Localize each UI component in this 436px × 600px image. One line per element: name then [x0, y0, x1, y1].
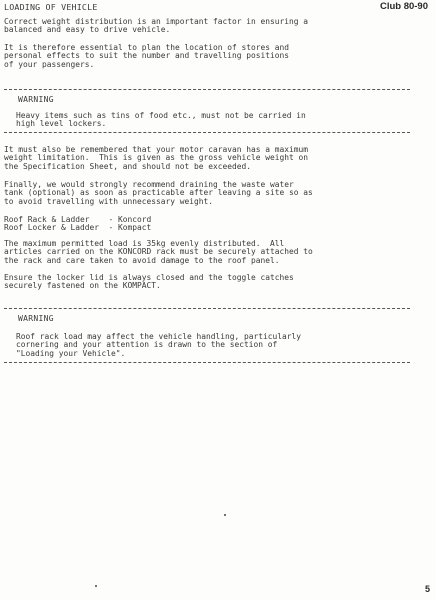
warning-text — [16, 333, 412, 358]
text-line: The maximum permitted load is 35kg evenly distributed. All — [4, 240, 285, 248]
text-line: It is therefore essential to plan the location of stores and — [4, 44, 290, 52]
scan-speck — [95, 585, 97, 587]
list-item: Roof Locker & Ladder - Kompact — [4, 224, 152, 233]
intro-paragraph-1 — [4, 18, 414, 35]
text-line: high level lockers. — [16, 120, 107, 129]
fittings-list — [4, 216, 414, 233]
text-line: to avoid travelling with unnecessary weight. — [4, 197, 214, 206]
dashed-divider — [4, 362, 410, 363]
body-paragraph-2 — [4, 181, 414, 206]
text-line: It must also be remembered that your motor caravan has a maximum — [4, 146, 309, 154]
list-item: Roof Rack & Ladder - Koncord — [4, 216, 152, 224]
dashed-divider — [4, 308, 410, 309]
body-paragraph-1 — [4, 146, 414, 171]
text-line: securely fastened on the KOMPACT. — [4, 282, 161, 291]
text-line: balanced and easy to drive vehicle. — [4, 26, 171, 35]
dashed-divider — [4, 132, 410, 133]
text-line: weight limitation. This is given as the gross vehicle weight on — [4, 154, 309, 163]
scan-speck — [224, 514, 226, 516]
page-number: 5 — [424, 584, 430, 594]
text-line: the rack and care taken to avoid damage to the roof panel. — [4, 256, 280, 265]
text-line: "Loading your Vehicle". — [16, 349, 126, 358]
text-line: Roof rack load may affect the vehicle handling, particularly — [16, 333, 302, 341]
text-line: the Specification Sheet, and should not be exceeded. — [4, 162, 252, 171]
text-line: tank (optional) as soon as practicable after leaving a site so as — [4, 189, 313, 198]
text-line: cornering and your attention is drawn to the section of — [16, 341, 278, 350]
intro-paragraph-2 — [4, 44, 414, 69]
club-label: Club 80-90 — [379, 1, 428, 12]
body-paragraph-3 — [4, 240, 414, 265]
text-line: articles carried on the KONCORD rack must be securely attached to — [4, 248, 313, 257]
text-line: of your passengers. — [4, 60, 95, 69]
warning-text — [16, 112, 412, 129]
dashed-divider — [4, 89, 410, 90]
text-line: Finally, we would strongly recommend draining the waste water — [4, 181, 294, 189]
body-paragraph-4 — [4, 274, 414, 291]
warning-heading: WARNING — [18, 314, 54, 323]
text-line: Heavy items such as tins of food etc., must not be carried in — [16, 112, 306, 120]
text-line: Correct weight distribution is an important factor in ensuring a — [4, 18, 309, 26]
text-line: Ensure the locker lid is always closed and the toggle catches — [4, 274, 294, 282]
warning-heading: WARNING — [18, 95, 54, 104]
section-title: LOADING OF VEHICLE — [4, 2, 98, 12]
text-line: personal effects to suit the number and travelling positions — [4, 52, 290, 61]
